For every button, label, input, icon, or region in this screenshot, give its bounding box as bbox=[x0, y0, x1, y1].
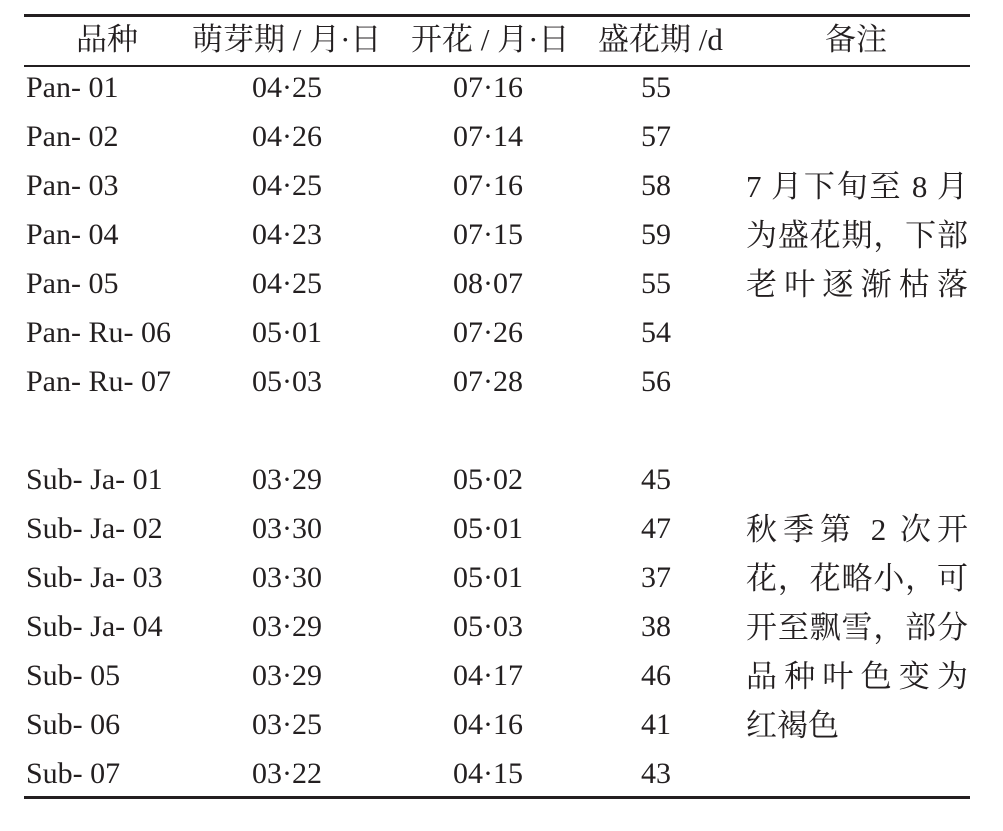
bloom-days-cell: 55 bbox=[641, 71, 671, 104]
variety-cell: Sub- Ja- 03 bbox=[26, 561, 163, 594]
note-line: 老叶逐渐枯落 bbox=[746, 267, 968, 302]
sprout-date-cell: 04·25 bbox=[252, 71, 322, 104]
flower-date-cell: 05·01 bbox=[453, 561, 523, 594]
variety-cell: Pan- 03 bbox=[26, 169, 119, 202]
note-group-pan bbox=[746, 162, 968, 309]
note-line: 花，花略小，可 bbox=[746, 561, 968, 596]
header-flower-date: 开花 / 月·日 bbox=[411, 22, 570, 57]
bloom-days-cell: 38 bbox=[641, 610, 671, 643]
note-line: 开至飘雪，部分 bbox=[746, 610, 968, 645]
flower-date-cell: 04·17 bbox=[453, 659, 523, 692]
flower-date-cell: 07·14 bbox=[453, 120, 523, 153]
flower-date-cell: 07·28 bbox=[453, 365, 523, 398]
flower-date-cell: 05·01 bbox=[453, 512, 523, 545]
variety-cell: Sub- Ja- 01 bbox=[26, 463, 163, 496]
sprout-date-cell: 04·25 bbox=[252, 169, 322, 202]
note-line: 品种叶色变为 bbox=[746, 659, 968, 694]
sprout-date-cell: 04·26 bbox=[252, 120, 322, 153]
top-rule bbox=[24, 14, 970, 17]
note-line: 7 月下旬至 8 月 bbox=[746, 169, 968, 204]
sprout-date-cell: 03·29 bbox=[252, 659, 322, 692]
bloom-days-cell: 54 bbox=[641, 316, 671, 349]
flower-date-cell: 07·15 bbox=[453, 218, 523, 251]
sprout-date-cell: 04·23 bbox=[252, 218, 322, 251]
bloom-days-cell: 46 bbox=[641, 659, 671, 692]
variety-cell: Pan- 05 bbox=[26, 267, 119, 300]
variety-cell: Pan- 04 bbox=[26, 218, 119, 251]
sprout-date-cell: 03·25 bbox=[252, 708, 322, 741]
variety-cell: Sub- Ja- 04 bbox=[26, 610, 163, 643]
header-note: 备注 bbox=[825, 22, 887, 57]
variety-cell: Sub- 06 bbox=[26, 708, 121, 741]
sprout-date-cell: 03·30 bbox=[252, 512, 322, 545]
bloom-days-cell: 45 bbox=[641, 463, 671, 496]
bloom-days-cell: 55 bbox=[641, 267, 671, 300]
bloom-days-cell: 37 bbox=[641, 561, 671, 594]
bloom-days-cell: 57 bbox=[641, 120, 671, 153]
flower-date-cell: 04·16 bbox=[453, 708, 523, 741]
sprout-date-cell: 03·29 bbox=[252, 610, 322, 643]
flower-date-cell: 07·16 bbox=[453, 71, 523, 104]
sprout-date-cell: 04·25 bbox=[252, 267, 322, 300]
note-line: 秋季第 2 次开 bbox=[746, 512, 968, 547]
bottom-rule bbox=[24, 796, 970, 799]
flower-date-cell: 07·16 bbox=[453, 169, 523, 202]
header-bloom-days: 盛花期 /d bbox=[598, 22, 723, 57]
variety-cell: Sub- 05 bbox=[26, 659, 121, 692]
bloom-days-cell: 59 bbox=[641, 218, 671, 251]
sprout-date-cell: 05·03 bbox=[252, 365, 322, 398]
bloom-days-cell: 47 bbox=[641, 512, 671, 545]
sprout-date-cell: 05·01 bbox=[252, 316, 322, 349]
sprout-date-cell: 03·30 bbox=[252, 561, 322, 594]
flower-date-cell: 05·03 bbox=[453, 610, 523, 643]
bloom-days-cell: 56 bbox=[641, 365, 671, 398]
variety-cell: Pan- Ru- 07 bbox=[26, 365, 171, 398]
header-rule bbox=[24, 65, 970, 67]
variety-cell: Pan- 02 bbox=[26, 120, 119, 153]
flower-date-cell: 05·02 bbox=[453, 463, 523, 496]
note-line: 为盛花期，下部 bbox=[746, 218, 968, 253]
header-variety: 品种 bbox=[76, 22, 138, 57]
header-sprout-date: 萌芽期 / 月·日 bbox=[192, 22, 382, 57]
flower-date-cell: 08·07 bbox=[453, 267, 523, 300]
note-group-sub bbox=[746, 505, 968, 750]
variety-cell: Pan- 01 bbox=[26, 71, 119, 104]
variety-cell: Sub- 07 bbox=[26, 757, 121, 790]
sprout-date-cell: 03·29 bbox=[252, 463, 322, 496]
variety-cell: Sub- Ja- 02 bbox=[26, 512, 163, 545]
bloom-days-cell: 41 bbox=[641, 708, 671, 741]
flower-date-cell: 04·15 bbox=[453, 757, 523, 790]
bloom-days-cell: 43 bbox=[641, 757, 671, 790]
variety-cell: Pan- Ru- 06 bbox=[26, 316, 171, 349]
bloom-days-cell: 58 bbox=[641, 169, 671, 202]
flower-date-cell: 07·26 bbox=[453, 316, 523, 349]
sprout-date-cell: 03·22 bbox=[252, 757, 322, 790]
note-line: 红褐色 bbox=[746, 708, 839, 743]
